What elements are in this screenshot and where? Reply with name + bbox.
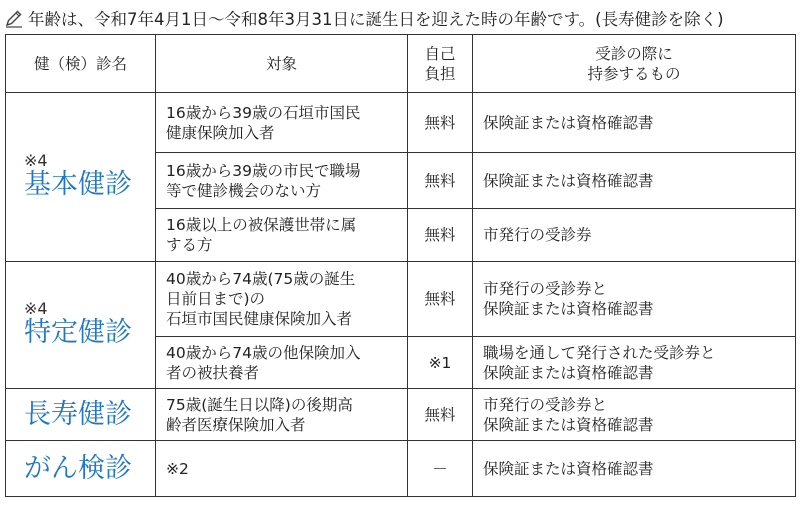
bring-cell: 職場を通して発行された受診券と 保険証または資格確認書 bbox=[473, 337, 796, 389]
bring-cell: 市発行の受診券と 保険証または資格確認書 bbox=[473, 389, 796, 441]
table-row bbox=[6, 389, 796, 441]
target-cell: 16歳以上の被保護世帯に属 する方 bbox=[156, 209, 408, 262]
table-row bbox=[6, 262, 796, 337]
header-name: 健（検）診名 bbox=[6, 35, 156, 93]
pencil-icon bbox=[4, 8, 24, 28]
bring-cell: 保険証または資格確認書 bbox=[473, 441, 796, 497]
table-row bbox=[6, 93, 796, 153]
checkup-table bbox=[5, 34, 796, 497]
checkup-name-specific: ※4 特定健診 bbox=[6, 262, 156, 389]
checkup-name-cancer: がん検診 bbox=[6, 441, 156, 497]
header-fee: 自己 負担 bbox=[408, 35, 473, 93]
checkup-name-basic: ※4 基本健診 bbox=[6, 93, 156, 262]
bring-cell: 市発行の受診券と 保険証または資格確認書 bbox=[473, 262, 796, 337]
header-target: 対象 bbox=[156, 35, 408, 93]
bring-cell: 市発行の受診券 bbox=[473, 209, 796, 262]
target-cell: 40歳から74歳(75歳の誕生 日前日まで)の 石垣市国民健康保険加入者 bbox=[156, 262, 408, 337]
header-row bbox=[6, 35, 796, 93]
age-note bbox=[4, 4, 796, 32]
target-cell: ※2 bbox=[156, 441, 408, 497]
fee-cell: － bbox=[408, 441, 473, 497]
header-bring: 受診の際に 持参するもの bbox=[473, 35, 796, 93]
fee-cell: 無料 bbox=[408, 209, 473, 262]
checkup-name-longevity: 長寿健診 bbox=[6, 389, 156, 441]
target-cell: 16歳から39歳の石垣市国民 健康保険加入者 bbox=[156, 93, 408, 153]
fee-cell: 無料 bbox=[408, 93, 473, 153]
table-row bbox=[6, 441, 796, 497]
bring-cell: 保険証または資格確認書 bbox=[473, 93, 796, 153]
age-note-text: 年齢は、令和7年4月1日～令和8年3月31日に誕生日を迎えた時の年齢です。(長寿健診を除く) bbox=[28, 10, 724, 29]
target-cell: 75歳(誕生日以降)の後期高 齢者医療保険加入者 bbox=[156, 389, 408, 441]
fee-cell: 無料 bbox=[408, 153, 473, 209]
target-cell: 40歳から74歳の他保険加入 者の被扶養者 bbox=[156, 337, 408, 389]
fee-cell: 無料 bbox=[408, 262, 473, 337]
fee-cell: 無料 bbox=[408, 389, 473, 441]
target-cell: 16歳から39歳の市民で職場 等で健診機会のない方 bbox=[156, 153, 408, 209]
bring-cell: 保険証または資格確認書 bbox=[473, 153, 796, 209]
fee-cell: ※1 bbox=[408, 337, 473, 389]
